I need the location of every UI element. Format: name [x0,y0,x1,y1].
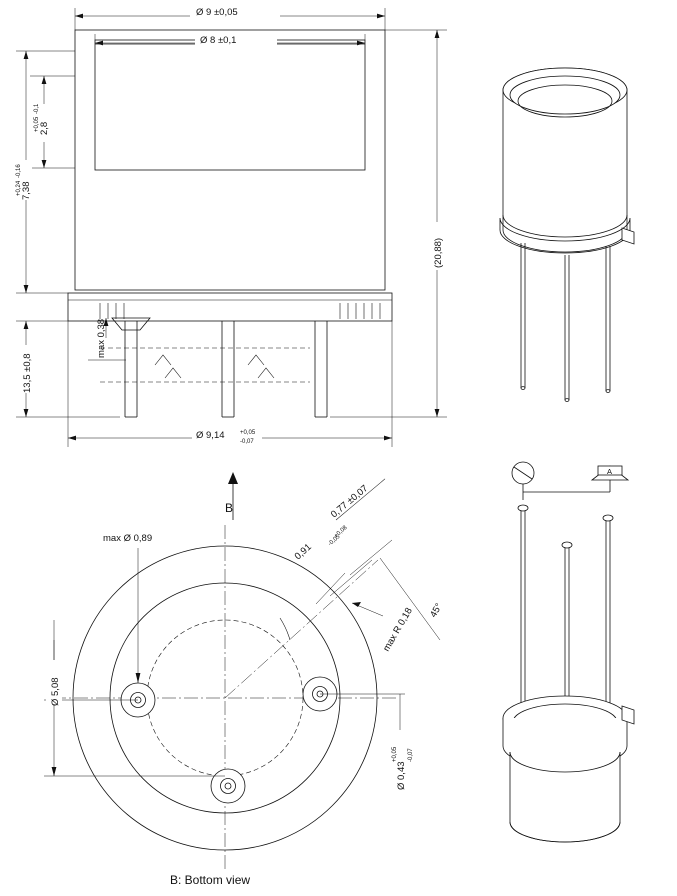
dim-window-height-tol-up: +0,05 [34,116,40,132]
dim-lead-width-tol-up: +0,08 [333,524,349,540]
iso-top-view [500,68,634,401]
bottom-view [44,472,445,871]
dim-bolt-circle-text: Ø 5,08 [50,677,61,706]
dim-window-height-text: 2,8 [39,121,50,135]
dim-body-height-tol-up: +0,24 [16,180,22,196]
dim-flange-tol-up: +0,05 [240,430,256,436]
dim-pin-diameter-tol-up: +0,05 [392,746,398,762]
dim-angle-text: 45° [428,601,445,620]
detail-balloon-right [523,466,628,492]
dim-window-height [30,76,75,168]
view-arrow-label: B [225,501,234,515]
dim-outer-diameter-text: Ø 9 ±0,05 [196,7,238,18]
pin-hole-bottom [211,769,245,803]
dim-lead-width-text: 0,91 [292,541,314,563]
dim-pin-diameter-text: Ø 0,43 [396,761,407,790]
dim-pin-length-text: 13,5 ±0,8 [22,353,33,393]
dim-body-height [16,51,75,293]
dim-body-height-text: 7,38 [21,181,32,200]
dim-corner-radius-text: max R 0,18 [381,605,415,654]
view-arrow-b [225,472,238,520]
dim-lead-spacing-text: 0,77 ±0,07 [328,483,371,521]
dim-pin-diameter-tol-dn: -0,07 [408,748,414,762]
dim-flange-tol-dn: -0,07 [240,439,254,445]
dim-pin-thickness [88,318,126,360]
dim-overall-height-text: (20,88) [433,237,444,268]
detail-balloon-left [512,462,534,500]
pin-right [315,321,327,417]
dim-pin-thickness-text: max 0,38 [96,318,107,358]
dim-flange-diameter-text: Ø 9,14 [196,430,225,441]
dim-window-diameter-text: Ø 8 ±0,1 [200,35,237,46]
dim-window-height-tol-dn: -0,1 [34,103,40,114]
bottom-view-caption: B: Bottom view [170,873,251,887]
pin-left [112,318,150,417]
dim-angle [380,558,445,640]
dim-hole-diameter-text: max Ø 0,89 [103,533,153,544]
dim-outer-diameter [75,6,385,30]
dim-body-height-tol-dn: -0,16 [16,164,22,178]
dim-flange-diameter [68,318,392,447]
dim-lead-width-tol-dn: -0,05 [327,533,342,548]
pin-center [222,321,234,417]
detail-marker-label: A [607,467,613,476]
front-section-view [16,6,447,447]
iso-pins-view [503,462,634,842]
